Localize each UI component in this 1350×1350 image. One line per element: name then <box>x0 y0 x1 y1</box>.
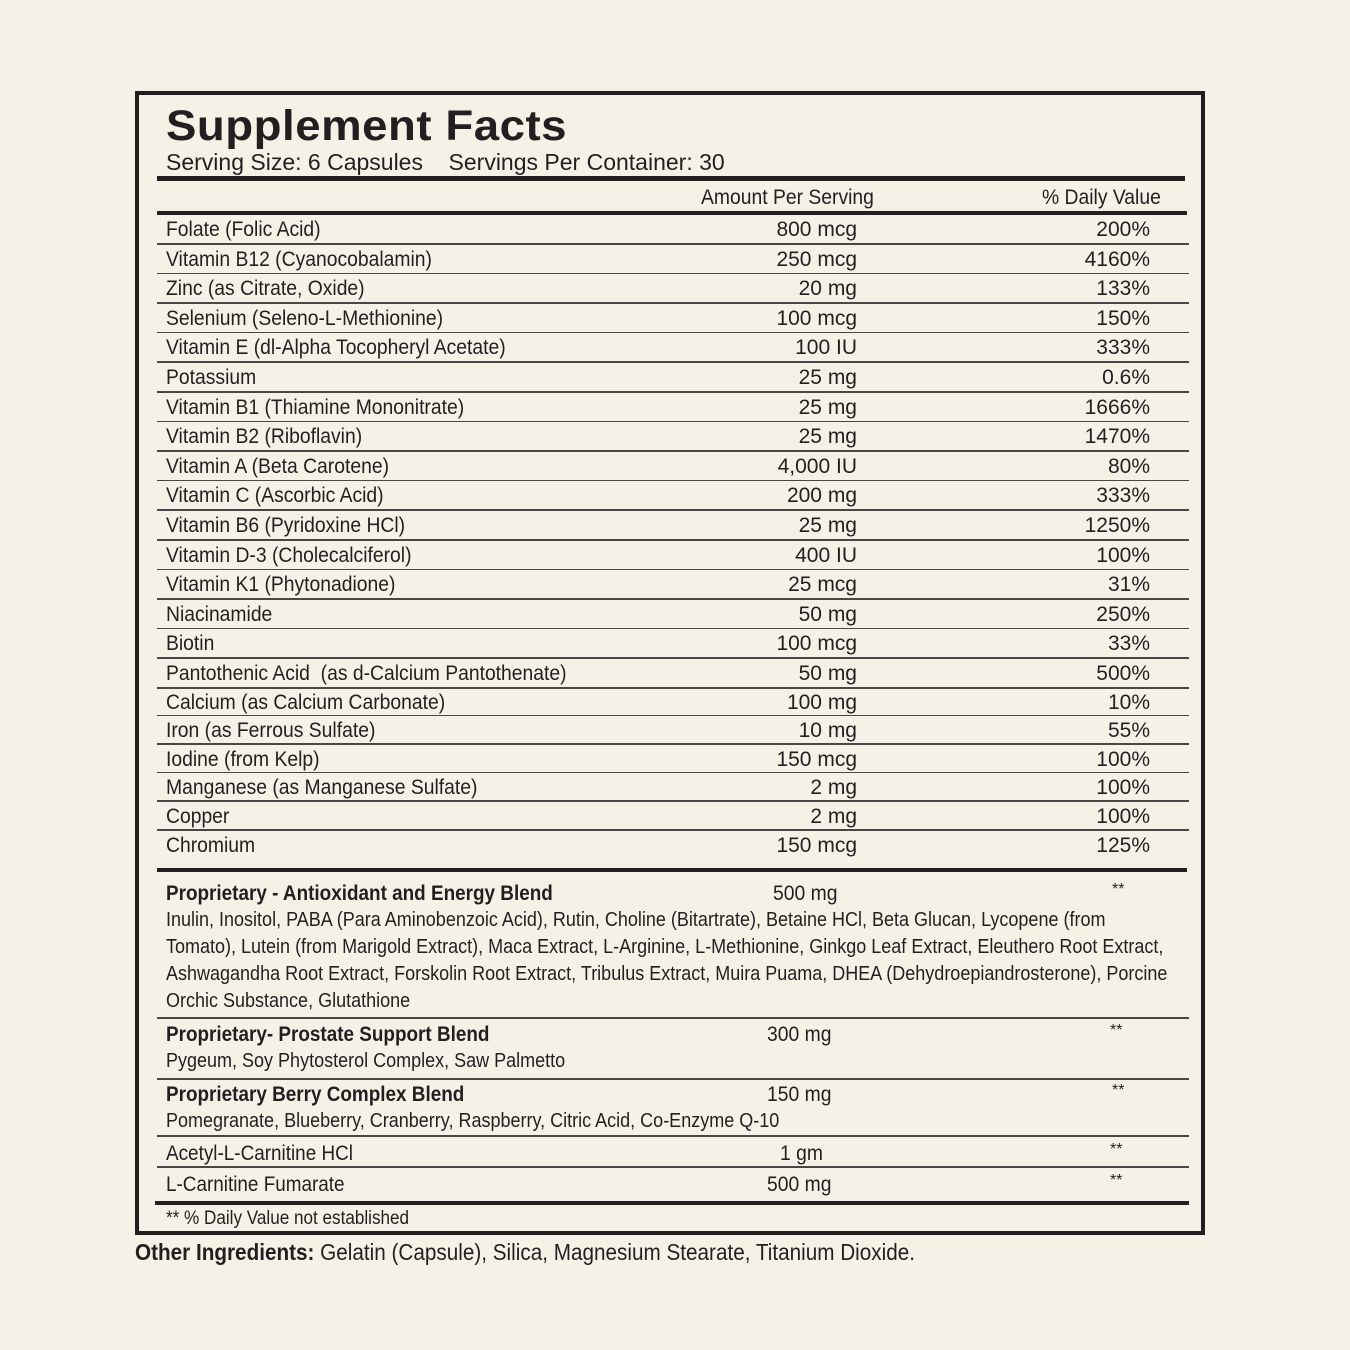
nutrient-amount: 100 mcg <box>776 632 857 656</box>
blend-daily-value: ** <box>1110 1022 1123 1039</box>
nutrient-amount: 25 mcg <box>788 573 857 597</box>
nutrient-daily-value: 0.6% <box>1102 366 1150 389</box>
blend-amount: 150 mg <box>767 1083 832 1106</box>
nutrient-name: Manganese (as Manganese Sulfate) <box>166 776 478 800</box>
blend-antioxidant-energy <box>166 881 1186 1015</box>
divider-thin <box>157 1135 1189 1137</box>
nutrient-name: Calcium (as Calcium Carbonate) <box>166 690 446 714</box>
nutrient-amount: 25 mg <box>798 366 857 389</box>
nutrient-name: Folate (Folic Acid) <box>166 218 321 241</box>
nutrient-daily-value: 200% <box>1096 218 1150 241</box>
nutrient-amount: 50 mg <box>798 602 857 626</box>
nutrient-amount: 2 mg <box>810 805 857 828</box>
blend-ingredients: Pomegranate, Blueberry, Cranberry, Raspberry, Citric Acid, Co-Enzyme Q-10 <box>166 1110 780 1132</box>
ingredient-daily-value: ** <box>1110 1141 1123 1158</box>
nutrient-row <box>157 422 1189 452</box>
nutrient-name: Potassium <box>166 366 257 389</box>
nutrient-daily-value: 333% <box>1096 336 1150 360</box>
blend-name: Proprietary Berry Complex Blend <box>166 1083 465 1106</box>
nutrient-amount: 100 mg <box>786 690 857 714</box>
nutrient-amount: 25 mg <box>798 395 857 419</box>
nutrient-daily-value: 250% <box>1096 602 1150 626</box>
nutrient-name: Iodine (from Kelp) <box>166 747 320 771</box>
nutrient-amount: 400 IU <box>795 543 857 567</box>
nutrient-name: Vitamin K1 (Phytonadione) <box>166 573 396 597</box>
ingredient-amount: 500 mg <box>767 1173 832 1196</box>
nutrient-amount: 50 mg <box>798 662 857 685</box>
nutrient-name: Vitamin B6 (Pyridoxine HCl) <box>166 514 406 537</box>
nutrient-row <box>157 363 1189 393</box>
blend-berry-complex <box>166 1082 1186 1135</box>
nutrient-amount: 250 mcg <box>776 247 857 271</box>
nutrient-daily-value: 33% <box>1107 632 1150 656</box>
nutrient-row <box>157 773 1189 802</box>
nutrient-daily-value: 150% <box>1096 306 1150 330</box>
nutrient-row <box>157 333 1189 363</box>
nutrient-row <box>157 629 1189 659</box>
nutrient-daily-value: 100% <box>1096 747 1150 771</box>
nutrient-row <box>157 745 1189 774</box>
nutrient-daily-value: 1250% <box>1084 514 1150 537</box>
nutrient-name: Vitamin B2 (Riboflavin) <box>166 425 363 449</box>
nutrient-row <box>157 274 1189 304</box>
nutrient-amount: 200 mg <box>786 484 857 508</box>
nutrient-row <box>157 304 1189 334</box>
ingredient-name: Acetyl-L-Carnitine HCl <box>166 1142 353 1165</box>
nutrient-amount: 25 mg <box>798 425 857 449</box>
ingredient-amount: 1 gm <box>780 1142 823 1165</box>
nutrient-daily-value: 4160% <box>1084 247 1150 271</box>
nutrient-daily-value: 10% <box>1107 690 1150 714</box>
nutrient-row <box>157 215 1189 245</box>
nutrient-row <box>157 541 1189 571</box>
nutrient-row <box>157 716 1189 745</box>
column-header-daily-value: % Daily Value <box>1042 186 1161 209</box>
nutrient-daily-value: 1470% <box>1084 425 1150 449</box>
blend-name: Proprietary- Prostate Support Blend <box>166 1023 490 1046</box>
column-header-amount: Amount Per Serving <box>701 186 874 209</box>
nutrient-name: Copper <box>166 805 230 828</box>
nutrient-name: Chromium <box>166 833 256 857</box>
nutrient-row <box>157 831 1189 860</box>
nutrient-daily-value: 100% <box>1096 776 1150 800</box>
blend-ingredients: Inulin, Inositol, PABA (Para Aminobenzoic Acid), Rutin, Choline (Bitartrate), Betaine HCl, Beta Glucan, Lycopene (from Tomato), Lutein (from Marigold Extract), Maca Extract, L-Arginine, L-Methionine, Ginkgo Leaf Extract, Eleuthero Root Extract, Ashwagandha Root Extract, Forskolin Root Extract, Tribulus Extract, Muira Puama, DHEA (Dehydroepiandrosterone), Porcine Orchic Substance, Glutathione <box>166 909 1168 1012</box>
nutrient-daily-value: 1666% <box>1084 395 1150 419</box>
nutrient-amount: 20 mg <box>798 277 857 301</box>
divider-thin <box>157 1017 1189 1019</box>
nutrient-name: Pantothenic Acid (as d-Calcium Pantothenate) <box>166 662 567 685</box>
nutrient-name: Vitamin B1 (Thiamine Mononitrate) <box>166 395 465 419</box>
divider-thick <box>155 1201 1189 1205</box>
nutrient-daily-value: 31% <box>1107 573 1150 597</box>
nutrient-daily-value: 100% <box>1096 805 1150 828</box>
ingredient-name: L-Carnitine Fumarate <box>166 1173 345 1196</box>
nutrient-amount: 4,000 IU <box>777 454 857 478</box>
servings-per-container: Servings Per Container: 30 <box>448 149 725 175</box>
nutrient-daily-value: 333% <box>1096 484 1150 508</box>
nutrient-amount: 100 IU <box>795 336 857 360</box>
nutrient-name: Vitamin C (Ascorbic Acid) <box>166 484 384 508</box>
nutrient-name: Biotin <box>166 632 215 656</box>
nutrient-amount: 100 mcg <box>776 306 857 330</box>
divider-thin <box>157 1078 1189 1080</box>
nutrient-amount: 150 mcg <box>776 833 857 857</box>
nutrient-row <box>157 688 1189 717</box>
nutrient-name: Niacinamide <box>166 602 273 626</box>
other-ingredients-label: Other Ingredients: <box>135 1239 315 1265</box>
other-ingredients-text: Gelatin (Capsule), Silica, Magnesium Stearate, Titanium Dioxide. <box>314 1239 915 1265</box>
nutrient-row <box>157 570 1189 600</box>
blend-amount: 500 mg <box>773 882 838 905</box>
nutrient-name: Vitamin B12 (Cyanocobalamin) <box>166 247 432 271</box>
nutrient-name: Vitamin A (Beta Carotene) <box>166 454 390 478</box>
blend-prostate-support <box>166 1022 1186 1075</box>
nutrient-daily-value: 125% <box>1096 833 1150 857</box>
divider-thin <box>157 1166 1189 1168</box>
divider-thick <box>157 176 1185 181</box>
nutrient-daily-value: 100% <box>1096 543 1150 567</box>
nutrient-name: Selenium (Seleno-L-Methionine) <box>166 306 444 330</box>
supplement-facts-panel <box>135 91 1205 1235</box>
nutrient-name: Zinc (as Citrate, Oxide) <box>166 277 365 301</box>
nutrient-row <box>157 481 1189 511</box>
panel-title: Supplement Facts <box>166 102 568 150</box>
ingredient-l-carnitine-fumarate <box>166 1172 1186 1198</box>
serving-info <box>166 148 725 176</box>
footnote: ** % Daily Value not established <box>166 1208 410 1229</box>
nutrient-amount: 25 mg <box>798 514 857 537</box>
divider-thick <box>157 868 1187 872</box>
nutrient-amount: 10 mg <box>798 719 857 743</box>
blend-daily-value: ** <box>1112 1082 1125 1099</box>
nutrient-name: Iron (as Ferrous Sulfate) <box>166 719 376 743</box>
nutrient-row <box>157 600 1189 630</box>
blend-daily-value: ** <box>1112 881 1125 898</box>
nutrient-daily-value: 500% <box>1096 662 1150 685</box>
nutrient-row <box>157 802 1189 831</box>
nutrient-amount: 800 mcg <box>776 218 857 241</box>
nutrient-daily-value: 133% <box>1096 277 1150 301</box>
ingredient-daily-value: ** <box>1110 1172 1123 1189</box>
nutrient-row <box>157 452 1189 482</box>
nutrient-row <box>157 393 1189 423</box>
nutrient-daily-value: 80% <box>1107 454 1150 478</box>
nutrient-row <box>157 245 1189 275</box>
ingredient-acetyl-l-carnitine <box>166 1141 1186 1167</box>
blend-name: Proprietary - Antioxidant and Energy Blend <box>166 882 553 905</box>
nutrient-amount: 2 mg <box>810 776 857 800</box>
nutrient-daily-value: 55% <box>1107 719 1150 743</box>
nutrient-name: Vitamin E (dl-Alpha Tocopheryl Acetate) <box>166 336 506 360</box>
blend-ingredients: Pygeum, Soy Phytosterol Complex, Saw Palmetto <box>166 1050 566 1072</box>
nutrient-row <box>157 511 1189 541</box>
blend-amount: 300 mg <box>767 1023 832 1046</box>
nutrient-name: Vitamin D-3 (Cholecalciferol) <box>166 543 412 567</box>
serving-size: Serving Size: 6 Capsules <box>166 149 423 175</box>
nutrient-row <box>157 659 1189 689</box>
nutrient-amount: 150 mcg <box>776 747 857 771</box>
other-ingredients <box>135 1238 915 1266</box>
